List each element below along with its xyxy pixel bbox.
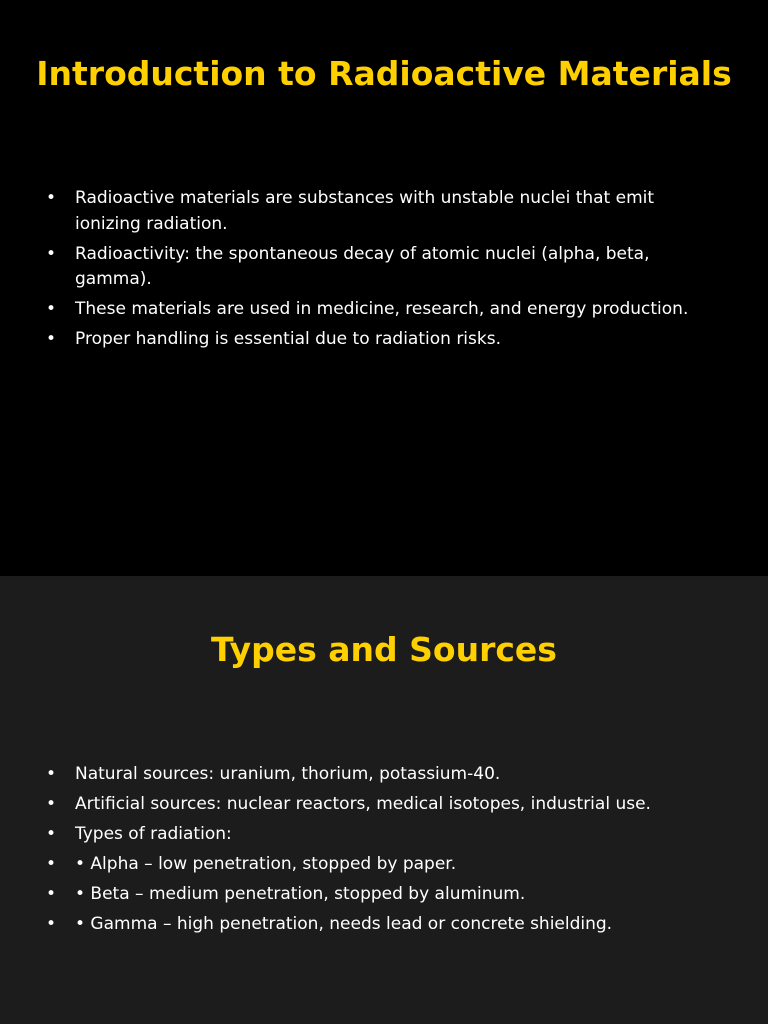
bullet-dot-icon: • xyxy=(46,824,57,844)
bullet-dot-icon: • xyxy=(46,764,57,784)
bullet-dot-icon: • xyxy=(46,243,57,264)
bullet-item xyxy=(46,912,706,938)
bullet-dot-icon: • xyxy=(46,794,57,814)
bullet-dot-icon: • xyxy=(46,914,57,934)
bullet-item xyxy=(46,852,706,878)
bullet-text: • Beta – medium penetration, stopped by aluminum. xyxy=(75,884,526,904)
bullet-text: Natural sources: uranium, thorium, potassium-40. xyxy=(75,764,501,784)
bullet-dot-icon: • xyxy=(46,299,57,319)
slide-types-and-sources xyxy=(0,576,768,1024)
bullet-text: • Alpha – low penetration, stopped by paper. xyxy=(75,854,457,874)
bullet-text: Radioactivity: the spontaneous decay of atomic nuclei (alpha, beta, gamma). xyxy=(75,243,650,289)
bullet-text: These materials are used in medicine, research, and energy production. xyxy=(75,299,689,319)
slide-title: Types and Sources xyxy=(211,630,557,669)
bullet-item xyxy=(46,186,706,237)
bullet-list xyxy=(46,762,706,942)
bullet-item xyxy=(46,297,706,323)
bullet-text: Radioactive materials are substances with unstable nuclei that emit ionizing radiation. xyxy=(75,188,655,234)
bullet-text: Proper handling is essential due to radiation risks. xyxy=(75,329,501,349)
bullet-text: Types of radiation: xyxy=(75,824,232,844)
bullet-text: • Gamma – high penetration, needs lead or concrete shielding. xyxy=(75,914,613,934)
bullet-dot-icon: • xyxy=(46,854,57,874)
bullet-text: Artificial sources: nuclear reactors, medical isotopes, industrial use. xyxy=(75,794,651,814)
bullet-dot-icon: • xyxy=(46,188,57,208)
bullet-item xyxy=(46,792,706,818)
bullet-item xyxy=(46,762,706,788)
bullet-item xyxy=(46,822,706,848)
slide-title: Introduction to Radioactive Materials xyxy=(36,54,732,93)
bullet-item xyxy=(46,882,706,908)
bullet-dot-icon: • xyxy=(46,329,57,349)
bullet-item xyxy=(46,327,706,353)
bullet-item xyxy=(46,242,706,293)
bullet-dot-icon: • xyxy=(46,884,57,904)
bullet-list xyxy=(46,186,706,357)
